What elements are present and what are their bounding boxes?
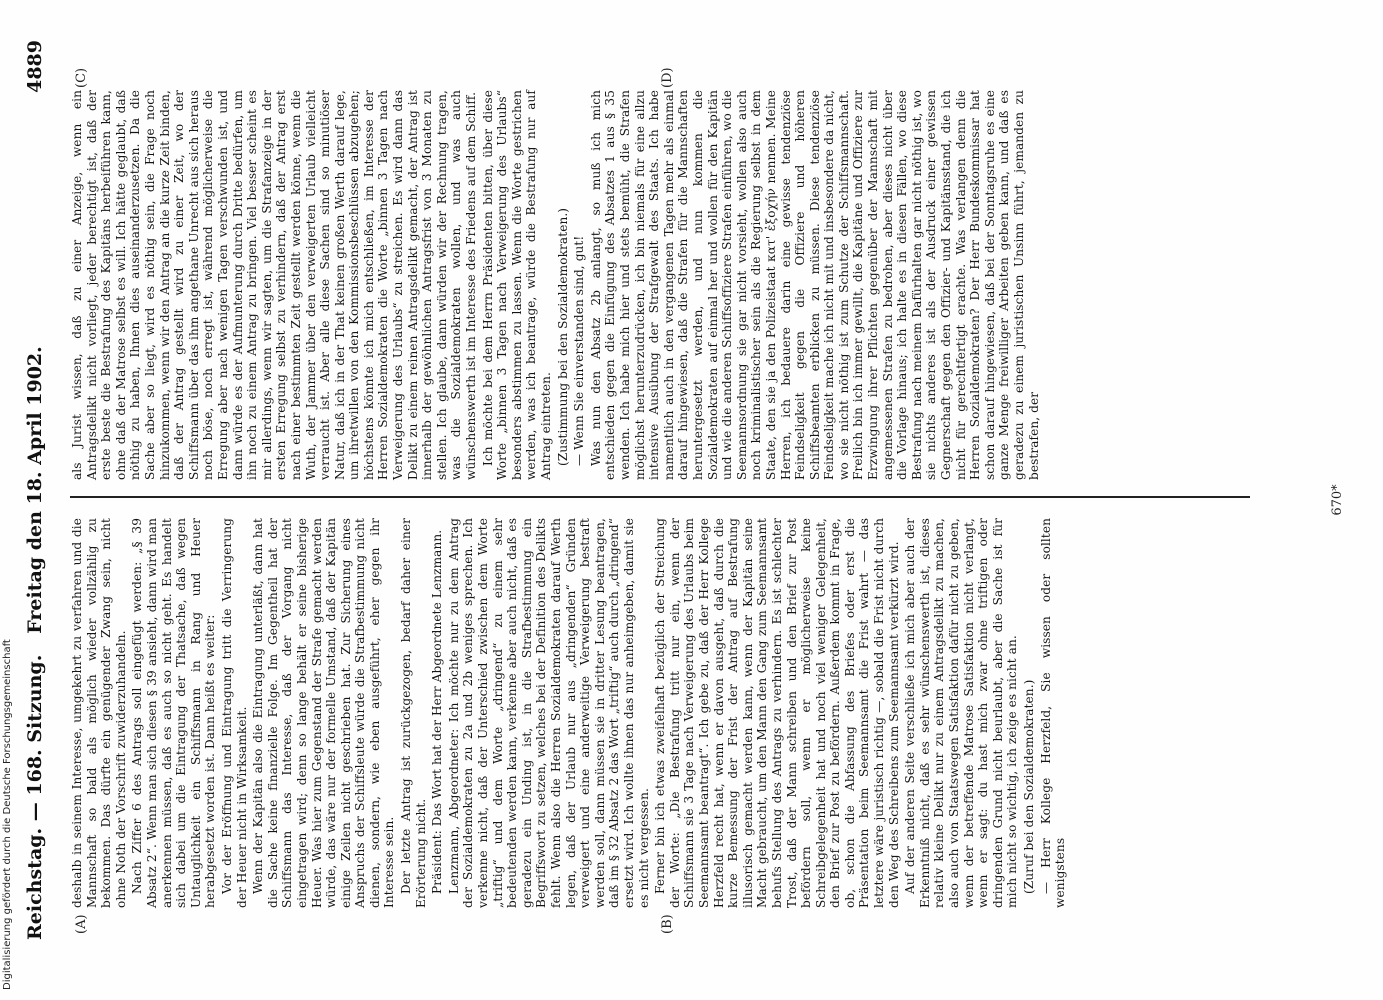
margin-mark-a: (A) (74, 914, 89, 934)
column-divider (70, 496, 1250, 498)
text-column-left (70, 518, 1070, 908)
margin-mark-b: (B) (660, 914, 675, 934)
right-paragraph: Ich möchte bei dem Herrn Präsidenten bitten, über diese Worte „binnen 3 Tagen nach Verweigerung des Urlaubs“ besonders abstimmen zu lassen. Wenn die Worte gestrichen werden, was ich beantrage, würde die Bestrafung nur auf Antrag eintreten. (480, 90, 553, 480)
page-number: 4889 (24, 40, 46, 93)
left-paragraph: Wenn der Kapitän also die Eintragung unterläßt, dann hat die Sache keine finanzielle Folge. Im Gegentheil hat der Schiffsmann das Interesse, daß der Vorgang nicht eingetragen wird; denn so lange behält er seine bisherige Heuer. Was hier zum Gegenstand der Strafe gemacht werden würde, das wäre nur der formelle Umstand, daß der Kapitän einige Zeilen nicht geschrieben hat. Zur Sicherung eines Anspruchs der Schiffsleute würde die Strafbestimmung nicht dienen, sondern, wie eben ausgeführt, eher gegen ihr Interesse sein. (251, 518, 397, 908)
margin-mark-d: (D) (660, 67, 675, 88)
left-paragraph: deshalb in seinem Interesse, umgekehrt zu verfahren und die Mannschaft so bald als möglich wieder vollzählig zu bekommen. Das dürfte ein genügender Zwang sein, nicht ohne Noth der Vorschrift zuwiderzuhandeln. (70, 518, 128, 908)
left-paragraph: Nach Ziffer 6 des Antrags soll eingefügt werden: „§ 39 Absatz 2“. Wenn man sich diesen § 39 ansieht, dann wird man anerkennen müssen, daß es auch so nicht geht. Es handelt sich dabei um die Eintragung der Thatsache, daß wegen Untauglichkeit ein Schiffsmann in Rang und Heuer herabgesetzt worden ist. Dann heißt es weiter: (130, 518, 218, 908)
left-paragraph: Auf der anderen Seite verschließe ich mich aber auch der Erkenntniß nicht, daß es sehr wünschenswerth ist, dieses relativ kleine Delikt nur zu einem Antragsdelikt zu machen, also auch von Staatswegen Satisfaktion dafür nicht zu geben, wenn der betreffende Matrose Satisfaktion nicht verlangt, wenn er sagt: du hast mich zwar ohne triftigen oder dringenden Grund nicht beurlaubt, aber die Sache ist für mich nicht so wichtig, ich zeige es nicht an. (903, 518, 1020, 908)
right-paragraph: Was nun den Absatz 2b anlangt, so muß ich mich entschieden gegen die Einfügung des Absatzes 1 aus § 35 wenden. Ich habe mich hier und stets bemüht, die Strafen möglichst herunterzudrücken, ich bin niemals für eine allzu intensive Ausübung der Strafgewalt des Staats. Ich habe namentlich auch in den vergangenen Tagen mehr als einmal darauf hingewiesen, daß die Strafen für die Mannschaften heruntergesetzt werden, und nun kommen die Sozialdemokraten auf einmal her und wollen für den Kapitän und wie die anderen Schiffsoffiziere Strafen einführen, wo die Seemannsordnung sie gar nicht vorsieht, wollen also auch noch kriminalistischer sein als die Regierung selbst in dem Staate, den sie ja den Polizeistaat κατ' ἐξοχήν nennen. Meine Herren, ich bedauere darin eine gewisse tendenziöse Feindseligkeit gegen die Offiziere und höheren Schiffsbeamten erblicken zu müssen. Diese tendenziöse Feindseligkeit mache ich nicht mit und insbesondere da nicht, wo sie nicht nöthig ist zum Schutze der Schiffsmannschaft. Freilich bin ich immer gewillt, die Kapitäne und Offiziere zur Erzwingung ihrer Pflichten gegenüber der Mannschaft mit angemessenen Strafen zu bedrohen, aber dieses nicht über die Vorlage hinaus; ich halte es in diesen Fällen, wo diese Bestrafung nach meinem Dafürhalten gar nicht nöthig ist, wo sie nichts anderes ist als der Ausdruck einer gewissen Gegnerschaft gegen den Offizier- und Kapitänsstand, die ich nicht für gerechtfertigt erachte. Was verlangen denn die Herren Sozialdemokraten? Der Herr Bundeskommissar hat schon darauf hingewiesen, daß bei der Sonntagsruhe es eine ganze Menge freiwilliger Arbeiten geben kann, und daß es geradezu zu einem juristischen Unsinn führt, jemanden zu bestrafen, der (588, 90, 1041, 480)
left-paragraph: Ferner bin ich etwas zweifelhaft bezüglich der Streichung der Worte: „Die Bestrafung tritt nur ein, wenn der Schiffsmann sie 3 Tage nach Verweigerung des Urlaubs beim Seemannsamt beantragt“. Ich gebe zu, daß der Herr Kollege Herzfeld recht hat, wenn er davon ausgeht, daß durch die kurze Bemessung der Frist der Antrag auf Bestrafung illusorisch gemacht werden kann, wenn der Kapitän seine Macht gebraucht, um den Mann den Gang zum Seemannsamt behufs Stellung des Antrags zu verhindern. Es ist schlechter Trost, daß der Mann schreiben und den Brief zur Post befördern soll, wenn er möglicherweise keine Schreibgelegenheit hat und noch viel weniger Gelegenheit, den Brief zur Post zu befördern. Außerdem kommt in Frage, ob, schon die Abfassung des Briefes oder erst die Präsentation beim Seemannsamt die Frist wahrt — das letztere wäre juristisch richtig —, sobald die Frist nicht durch den Weg des Schreibens zum Seemannsamt verkürzt wird. (653, 518, 901, 908)
page-header (20, 40, 54, 940)
margin-mark-c: (C) (74, 67, 89, 88)
left-paragraph: — Herr Kollege Herzfeld, Sie wissen oder sollten wenigstens (1038, 518, 1068, 908)
left-paragraph: Präsident: Das Wort hat der Herr Abgeordnete Lenzmann. (430, 529, 445, 894)
left-paragraph: (Zuruf bei den Sozialdemokraten.) (1022, 679, 1036, 894)
right-paragraph: — Wenn Sie einverstanden sind, gut! (572, 235, 587, 466)
text-column-right (70, 90, 1043, 480)
funding-sidenote: Digitalisierung gefördert durch die Deutsche Forschungsgemeinschaft (2, 639, 13, 990)
header-left: Reichstag. — 168. Sitzung. (24, 654, 46, 940)
left-paragraph: Lenzmann, Abgeordneter: Ich möchte nur zu dem Antrag der Sozialdemokraten zu 2a und 2b weniges sprechen. Ich verkenne nicht, daß der Unterschied zwischen dem Worte „triftig“ und dem Worte „dringend“ zu einem sehr bedeutenden werden kann, verkenne aber auch nicht, daß es geradezu ein Unding ist, in die Strafbestimmung ein Begriffswort zu setzen, welches bei der Definition des Delikts fehlt. Wenn also die Herren Sozialdemokraten darauf Werth legen, daß der Urlaub nur aus „dringenden“ Gründen verweigert und eine anderweitige Verweigerung bestraft werden soll, dann müssen sie in dritter Lesung beantragen, daß im § 32 Absatz 2 das Wort „triftig“ auch durch „dringend“ ersetzt wird. Ich wollte ihnen das nur anheimgeben, damit sie es nicht vergessen. (446, 518, 651, 908)
right-paragraph: als Jurist wissen, daß zu einer Anzeige, wenn ein Antragsdelikt nicht vorliegt, jeder berechtigt ist, daß der erste beste die Bestrafung des Kapitäns herbeiführen kann, ohne daß der Matrose selbst es will. Ich hätte geglaubt, daß nöthig zu haben, Ihnen dies auseinanderzusetzen. Da die Sache aber so liegt, wird es nöthig sein, die Frage noch hinzukommen, wenn wir den Antrag an die kurze Zeit binden, daß der Antrag gestellt wird zu einer Zeit, wo der Schiffsmann über das ihm angethane Unrecht aus sich heraus noch böse, noch erregt ist, während möglicherweise die Erregung aber nach wenigen Tagen verschwunden ist, und dann würde es der Aufmunterung durch Dritte bedürfen, um ihn noch zu einem Antrag zu bringen. Viel besser scheint es mir allerdings, wenn wir sagten, um die Strafanzeige in der ersten Erregung selbst zu verhindern, daß der Antrag erst nach einer bestimmten Zeit gestellt werden könne, wenn die Wuth, der Jammer über den verweigerten Urlaub vielleicht verraucht ist. Aber alle diese Sachen sind so minutiöser Natur, daß ich in der That keinen großen Werth darauf lege, um ihretwillen von den Kommissionsbeschlüssen abzugehen; höchstens könnte ich mich entschließen, im Interesse der Herren Sozialdemokraten die Worte „binnen 3 Tagen nach Verweigerung des Urlaubs“ zu streichen. Es wird dann das Delikt zu einem reinen Antragsdelikt gemacht, der Antrag ist innerhalb der gewöhnlichen Antragsfrist von 3 Monaten zu stellen. Ich glaube, dann würden wir der Rechnung tragen, was die Sozialdemokraten wollen, und was auch wünschenswerth ist im Interesse des Friedens auf dem Schiff. (70, 90, 479, 480)
footer-page-code: 670* (1330, 484, 1345, 516)
left-paragraph: Der letzte Antrag ist zurückgezogen, bedarf daher einer Erörterung nicht. (399, 518, 428, 908)
left-paragraph: Vor der Eröffnung und Eintragung tritt die Verringerung der Heuer nicht in Wirksamkeit. (219, 518, 249, 908)
header-date: Freitag den 18. April 1902. (24, 346, 46, 634)
right-paragraph: (Zustimmung bei den Sozialdemokraten.) (555, 207, 570, 466)
